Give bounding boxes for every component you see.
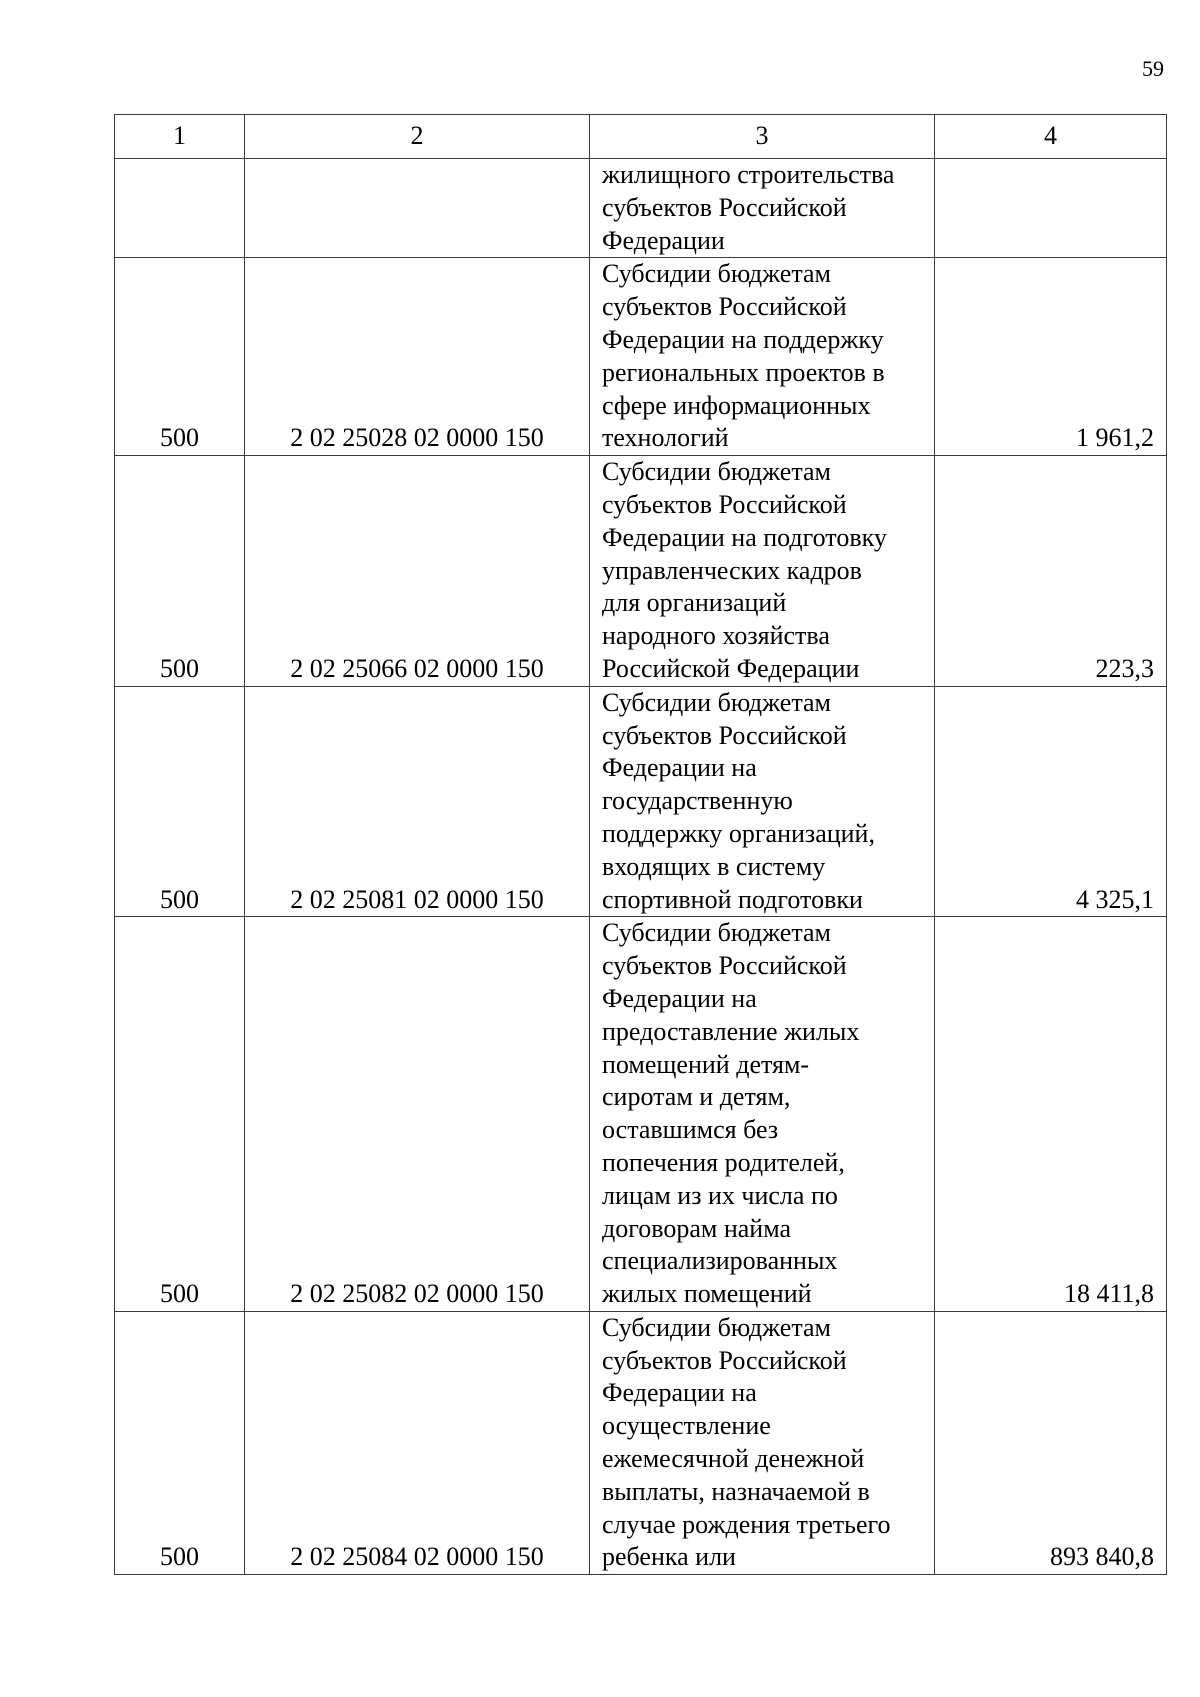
budget-code-cell: 500	[115, 1311, 245, 1574]
table-row	[115, 917, 1167, 1312]
budget-code-cell: 500	[115, 258, 245, 456]
column-header-2: 2	[245, 115, 590, 159]
revenue-name-line: предоставление жилых	[602, 1016, 860, 1046]
revenue-name-line: жилых помещений	[602, 1279, 812, 1309]
amount-cell: 893 840,8	[935, 1311, 1167, 1574]
revenue-name-line: спортивной подготовки	[602, 884, 863, 914]
revenue-name-line: Федерации на	[602, 983, 757, 1013]
revenue-name-cell	[590, 258, 935, 456]
revenue-name-line: поддержку организаций,	[602, 818, 875, 848]
revenue-name-line: региональных проектов в	[602, 357, 885, 387]
revenue-name-line: сфере информационных	[602, 390, 871, 420]
revenue-code-cell: 2 02 25066 02 0000 150	[245, 456, 590, 687]
revenue-name-line: оставшимся без	[602, 1115, 779, 1145]
amount-cell	[935, 159, 1167, 258]
table-row	[115, 1311, 1167, 1574]
revenue-name-line: технологий	[602, 423, 729, 453]
revenue-name-line: жилищного строительства	[602, 160, 895, 189]
revenue-name-line: управленческих кадров	[602, 555, 862, 585]
revenue-code-cell: 2 02 25082 02 0000 150	[245, 917, 590, 1312]
amount-cell: 18 411,8	[935, 917, 1167, 1312]
budget-code-cell	[115, 159, 245, 258]
revenue-code-cell: 2 02 25081 02 0000 150	[245, 686, 590, 917]
revenue-name-line: субъектов Российской	[602, 192, 847, 222]
budget-code-cell: 500	[115, 917, 245, 1312]
page-number: 59	[1142, 56, 1164, 81]
table-body	[115, 159, 1167, 1575]
revenue-name-line: субъектов Российской	[602, 489, 847, 519]
revenue-name-line: субъектов Российской	[602, 1345, 847, 1375]
revenue-name-line: лицам из их числа по	[602, 1180, 838, 1210]
revenue-name-line: Федерации на подготовку	[602, 522, 887, 552]
table-header-row	[115, 115, 1167, 159]
revenue-name-line: Федерации на поддержку	[602, 324, 884, 354]
revenue-name-line: субъектов Российской	[602, 951, 847, 981]
revenue-name-line: субъектов Российской	[602, 720, 847, 750]
budget-code-cell: 500	[115, 686, 245, 917]
revenue-name-cell	[590, 686, 935, 917]
revenue-code-cell: 2 02 25028 02 0000 150	[245, 258, 590, 456]
revenue-name-line: ребенка или	[602, 1542, 736, 1572]
table-row	[115, 159, 1167, 258]
revenue-name-line: Субсидии бюджетам	[602, 259, 831, 289]
revenue-name-cell	[590, 1311, 935, 1574]
table-row	[115, 258, 1167, 456]
revenue-name-line: специализированных	[602, 1246, 838, 1276]
revenue-name-line: осуществление	[602, 1411, 771, 1441]
revenue-name-cell	[590, 159, 935, 258]
revenue-name-line: Федерации на	[602, 753, 757, 783]
revenue-name-line: Субсидии бюджетам	[602, 457, 831, 487]
amount-cell: 4 325,1	[935, 686, 1167, 917]
revenue-name-line: случае рождения третьего	[602, 1509, 891, 1539]
column-header-4: 4	[935, 115, 1167, 159]
revenue-name-line: Субсидии бюджетам	[602, 918, 831, 948]
revenue-name-line: сиротам и детям,	[602, 1082, 791, 1112]
revenue-name-cell	[590, 456, 935, 687]
revenue-code-cell	[245, 159, 590, 258]
revenue-name-line: выплаты, назначаемой в	[602, 1476, 870, 1506]
revenue-name-line: Субсидии бюджетам	[602, 687, 831, 717]
revenue-name-line: ежемесячной денежной	[602, 1444, 865, 1474]
amount-cell: 1 961,2	[935, 258, 1167, 456]
revenue-name-line: помещений детям-	[602, 1049, 810, 1079]
revenue-name-line: государственную	[602, 786, 793, 816]
revenue-name-line: Российской Федерации	[602, 653, 860, 683]
revenue-name-cell	[590, 917, 935, 1312]
revenue-code-cell: 2 02 25084 02 0000 150	[245, 1311, 590, 1574]
revenue-name-line: для организаций	[602, 588, 787, 618]
table-row	[115, 456, 1167, 687]
revenue-name-line: попечения родителей,	[602, 1147, 845, 1177]
revenue-name-line: входящих в систему	[602, 851, 826, 881]
revenue-name-line: субъектов Российской	[602, 292, 847, 322]
budget-code-cell: 500	[115, 456, 245, 687]
revenue-name-line: Субсидии бюджетам	[602, 1312, 831, 1342]
amount-cell: 223,3	[935, 456, 1167, 687]
revenue-name-line: народного хозяйства	[602, 621, 830, 651]
revenue-name-line: Федерации	[602, 225, 725, 255]
column-header-1: 1	[115, 115, 245, 159]
revenue-name-line: договорам найма	[602, 1213, 792, 1243]
column-header-3: 3	[590, 115, 935, 159]
table-row	[115, 686, 1167, 917]
budget-revenue-table	[114, 114, 1167, 1575]
revenue-name-line: Федерации на	[602, 1378, 757, 1408]
